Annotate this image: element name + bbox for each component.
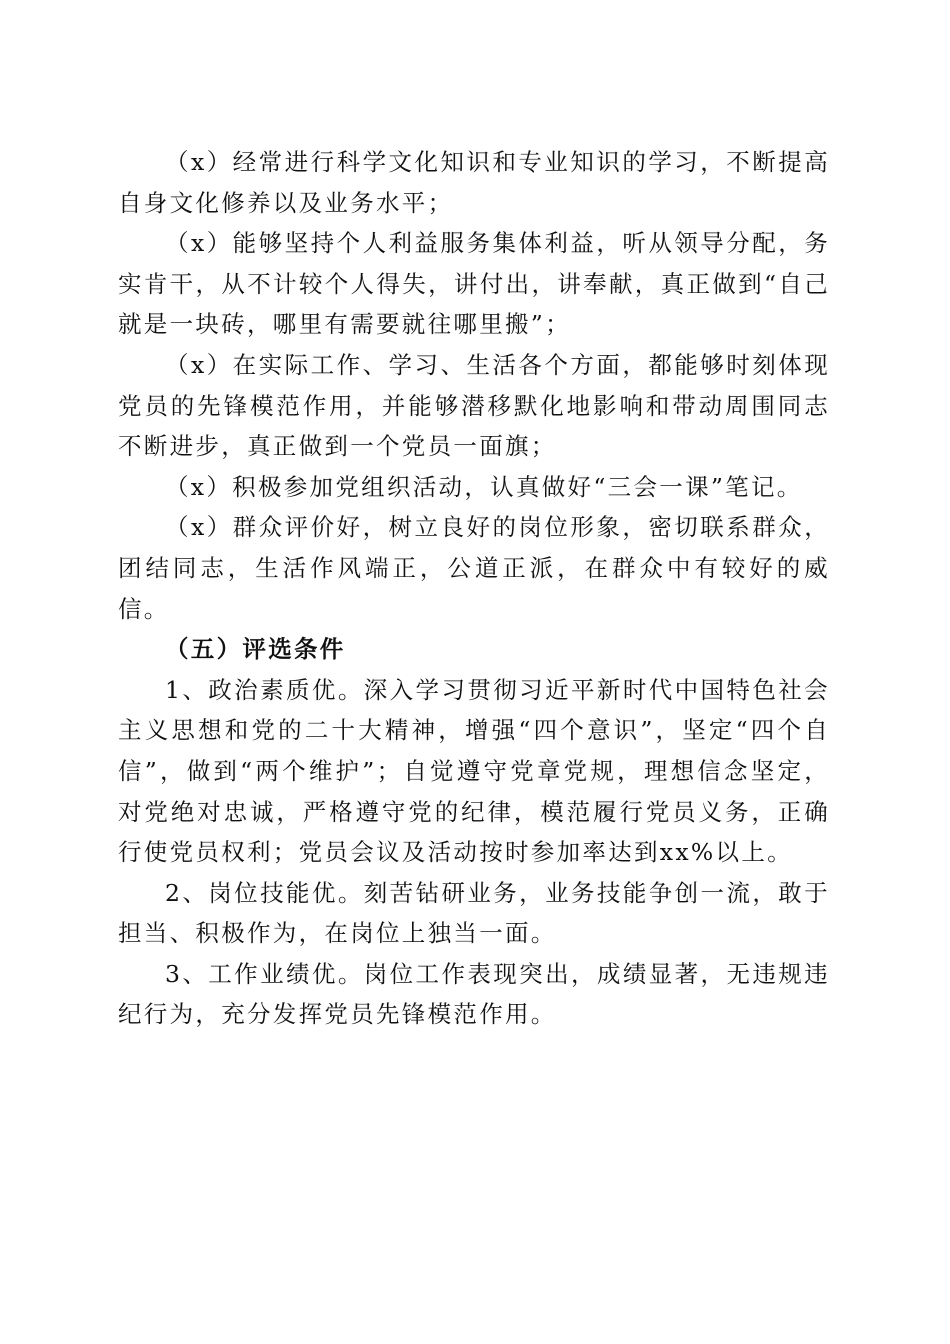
paragraph: （x）经常进行科学文化知识和专业知识的学习，不断提高自身文化修养以及业务水平；: [118, 148, 830, 217]
criteria-paragraph: 3、工作业绩优。岗位工作表现突出，成绩显著，无违规违纪行为，充分发挥党员先锋模范作用。: [118, 959, 830, 1029]
paragraph: （x）积极参加党组织活动，认真做好“三会一课”笔记。: [165, 472, 803, 501]
document-body: [118, 142, 830, 1035]
section-heading: （五）评选条件: [165, 635, 346, 664]
paragraph: （x）群众评价好，树立良好的岗位形象，密切联系群众，团结同志，生活作风端正，公道正派，在群众中有较好的威信。: [118, 513, 830, 623]
criteria-paragraph: 1、政治素质优。深入学习贯彻习近平新时代中国特色社会主义思想和党的二十大精神，增强“四个意识”，坚定“四个自信”，做到“两个维护”；自觉遵守党章党规，理想信念坚定，对党绝对忠诚，严格遵守党的纪律，模范履行党员义务，正确行使党员权利；党员会议及活动按时参加率达到xx%以上。: [118, 675, 830, 867]
paragraph: （x）能够坚持个人利益服务集体利益，听从领导分配，务实肯干，从不计较个人得失，讲付出，讲奉献，真正做到“自己就是一块砖，哪里有需要就往哪里搬”；: [118, 229, 830, 339]
criteria-paragraph: 2、岗位技能优。刻苦钻研业务，业务技能争创一流，敢于担当、积极作为，在岗位上独当一面。: [118, 878, 830, 948]
paragraph: （x）在实际工作、学习、生活各个方面，都能够时刻体现党员的先锋模范作用，并能够潜移默化地影响和带动周围同志不断进步，真正做到一个党员一面旗；: [118, 350, 830, 461]
